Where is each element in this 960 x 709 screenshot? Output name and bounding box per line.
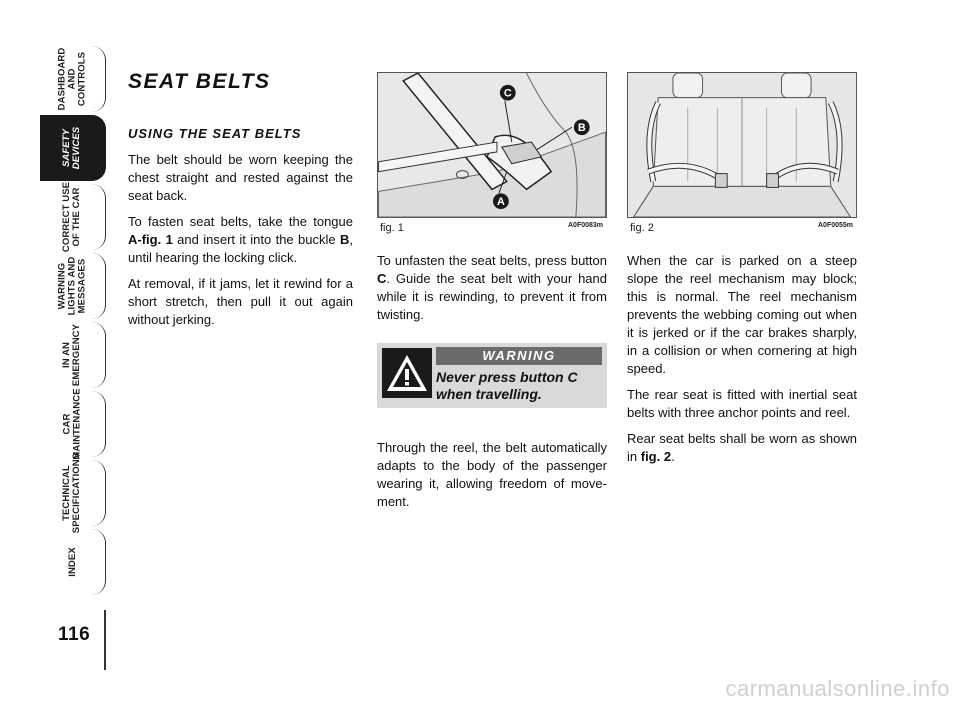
watermark-text: carmanualsonline.info [725,676,950,701]
text-run: To fasten seat belts, take the tongue [128,214,353,229]
text-column-1 [128,151,353,337]
page-spine-line [104,610,106,670]
text-run: . [671,449,675,464]
text-column-2-lower [377,439,607,519]
tab-in-an-emergency[interactable] [40,322,106,388]
rear-seat-drawing [628,73,856,217]
figure-2-caption: fig. 2 [630,222,654,234]
figure-2-code: A0F0055m [818,222,854,229]
section-subtitle: USING THE SEAT BELTS [128,126,302,141]
tab-index[interactable] [40,529,106,595]
warning-box [377,343,607,408]
text-run: and insert it into the buckle [172,232,340,247]
tab-label: CAR MAINTENANCE [61,388,83,460]
text-run: . Guide the seat belt with your hand while it is rewinding, to prevent it from twisting. [377,271,607,322]
warning-heading: WARNING [436,347,602,365]
figure-2-rear-seat-illustration [627,72,857,218]
tab-correct-use[interactable] [40,181,106,253]
callout-a: A [496,196,505,209]
callout-reference: B [339,232,350,247]
paragraph [627,430,857,466]
paragraph: The rear seat is fitted with inertial seat belts with three anchor points and reel. [627,387,857,420]
tab-label: DASHBOARD AND CONTROLS [56,47,88,111]
paragraph [377,252,607,324]
text-column-3 [627,252,857,474]
seat-belt-buckle-drawing [378,73,606,217]
tab-label: TECHNICAL SPECIFICATIONS [61,452,83,534]
figure-1-code: A0F0083m [568,222,604,229]
paragraph: When the car is parked on a steep slope the reel mechanism may block; this is normal. The reel mechanism prevents the webbing coming out when it is jerked or if the car brakes sharply, in a collision or when cornering at high speed. [627,253,857,376]
figure-1-caption: fig. 1 [380,222,404,234]
callout-c: C [503,87,512,100]
text-column-2 [377,252,607,332]
paragraph: Through the reel, the belt automatically adapts to the body of the passenger wearing it, allowing freedom of move-ment. [377,440,607,509]
text-run: To unfasten the seat belts, press button [377,253,607,268]
tab-dashboard-and-controls[interactable] [40,46,106,112]
figure-1-buckle-illustration [377,72,607,218]
warning-text: Never press button C when travelling. [436,369,578,402]
chapter-tabs [40,46,106,598]
paragraph: The belt should be worn keeping the chest straight and rested against the seat back. [128,152,353,203]
tab-label: SAFETY DEVICES [61,126,83,170]
tab-safety-devices[interactable] [40,115,106,181]
tab-label: CORRECT USE OF THE CAR [61,181,83,253]
paragraph: At removal, if it jams, let it rewind for a short stretch, then pull it out again without jerking. [128,276,353,327]
paragraph [128,213,353,267]
figure-reference: fig. 2 [640,449,672,464]
tab-label: WARNING LIGHTS AND MESSAGES [56,256,88,316]
page-number: 116 [58,624,91,645]
callout-reference: C [377,271,387,286]
warning-triangle-icon [382,348,432,398]
tab-warning-lights[interactable] [40,253,106,319]
tab-label: IN AN EMERGENCY [61,323,83,387]
callout-b: B [577,122,586,135]
tab-label: INDEX [66,547,78,577]
text-run: Rear seat belts shall be worn as shown in [627,431,857,464]
page-title: SEAT BELTS [128,70,271,93]
tab-technical-specifications[interactable] [40,452,106,534]
tab-car-maintenance[interactable] [40,388,106,460]
figure-reference: A-fig. 1 [128,232,173,247]
text-run: , until hearing the locking click. [128,232,353,265]
